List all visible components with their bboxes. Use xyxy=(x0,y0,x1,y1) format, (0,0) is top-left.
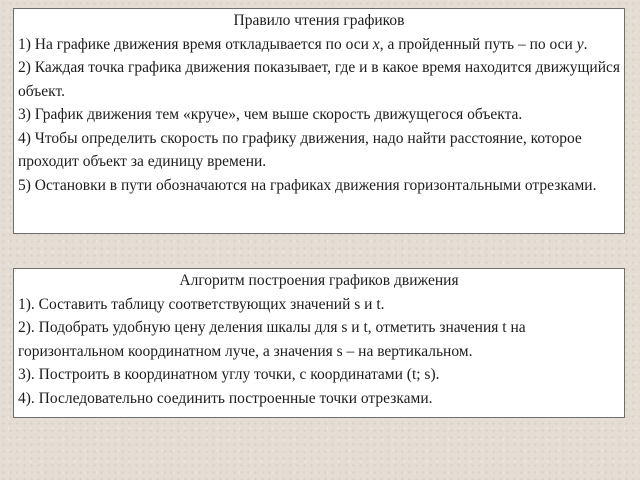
reading-rule-4: 4) Чтобы определить скорость по графику движения, надо найти расстояние, которое проходит объект за единицу времени. xyxy=(18,129,582,170)
reading-rules-title: Правило чтения графиков xyxy=(233,12,405,29)
axis-y-variable: y xyxy=(576,35,584,53)
reading-rules-box xyxy=(13,8,625,234)
reading-rule-1-text-b: , а пройденный путь – по оси xyxy=(379,35,577,53)
reading-rule-1 xyxy=(18,33,620,57)
axis-x-variable: x xyxy=(372,35,380,53)
algorithm-step-4: 4). Последовательно соединить построенные точки отрезками. xyxy=(18,389,433,407)
algorithm-step-2: 2). Подобрать удобную цену деления шкалы для s и t, отметить значения t на горизонтальном координатном луче, а значения s – на вертикальном. xyxy=(18,319,526,360)
algorithm-step-1: 1). Составить таблицу соответствующих значений s и t. xyxy=(18,295,385,313)
construction-algorithm-box xyxy=(13,268,625,418)
reading-rule-3: 3) График движения тем «круче», чем выше скорость движущегося объекта. xyxy=(18,106,523,123)
algorithm-step-3: 3). Построить в координатном углу точки, с координатами (t; s). xyxy=(18,366,440,383)
construction-algorithm-title: Алгоритм построения графиков движения xyxy=(179,272,459,289)
reading-rule-5: 5) Остановки в пути обозначаются на графиках движения горизонтальными отрезками. xyxy=(18,176,597,194)
reading-rule-2: 2) Каждая точка графика движения показывает, где и в какое время находится движущийся объект. xyxy=(18,59,621,100)
reading-rule-1-text-c: . xyxy=(583,35,588,53)
reading-rule-1-text-a: 1) На графике движения время откладывается по оси xyxy=(18,35,373,53)
